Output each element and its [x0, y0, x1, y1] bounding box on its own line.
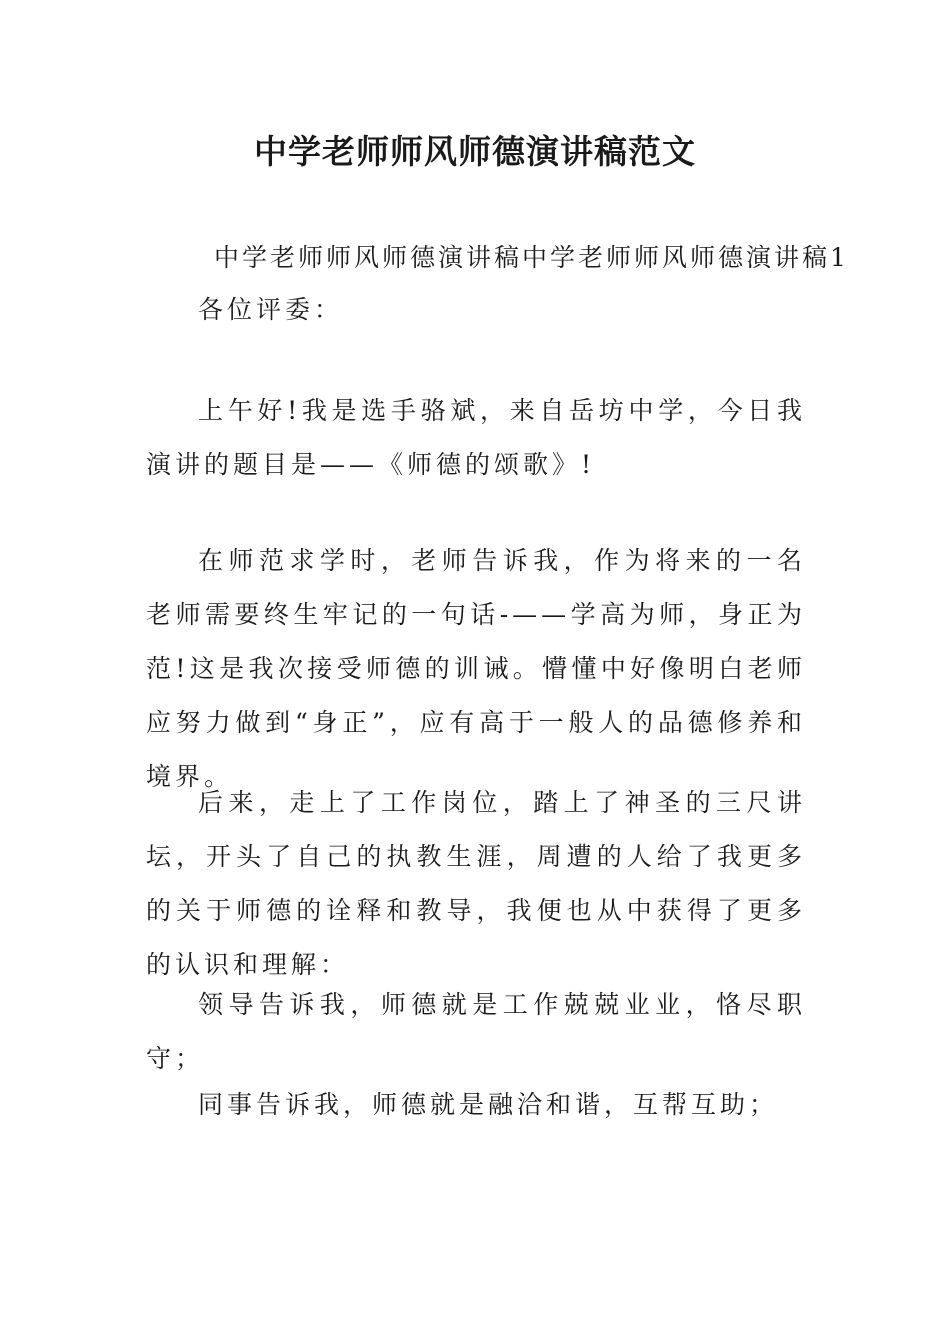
document-title: 中学老师师风师德演讲稿范文: [254, 132, 696, 171]
paragraph: 上午好!我是选手骆斌，来自岳坊中学，今日我演讲的题目是——《师德的颂歌》!: [146, 396, 806, 479]
paragraph: 领导告诉我，师德就是工作兢兢业业，恪尽职守；: [146, 990, 806, 1073]
paragraph: 同事告诉我，师德就是融洽和谐，互帮互助；: [198, 1090, 779, 1119]
intro-line: 中学老师师风师德演讲稿中学老师师风师德演讲稿1: [214, 243, 849, 272]
paragraph: 在师范求学时，老师告诉我，作为将来的一名老师需要终生牢记的一句话-——学高为师，身正为范!这是我次接受师德的训诫。懵懂中好像明白老师应努力做到“身正”，应有高于一般人的品德修养和境界。: [146, 546, 806, 791]
paragraph: 后来，走上了工作岗位，踏上了神圣的三尺讲坛，开头了自己的执教生涯，周遭的人给了我更多的关于师德的诠释和教导，我便也从中获得了更多的认识和理解：: [146, 788, 806, 979]
salutation: 各位评委：: [198, 295, 344, 324]
